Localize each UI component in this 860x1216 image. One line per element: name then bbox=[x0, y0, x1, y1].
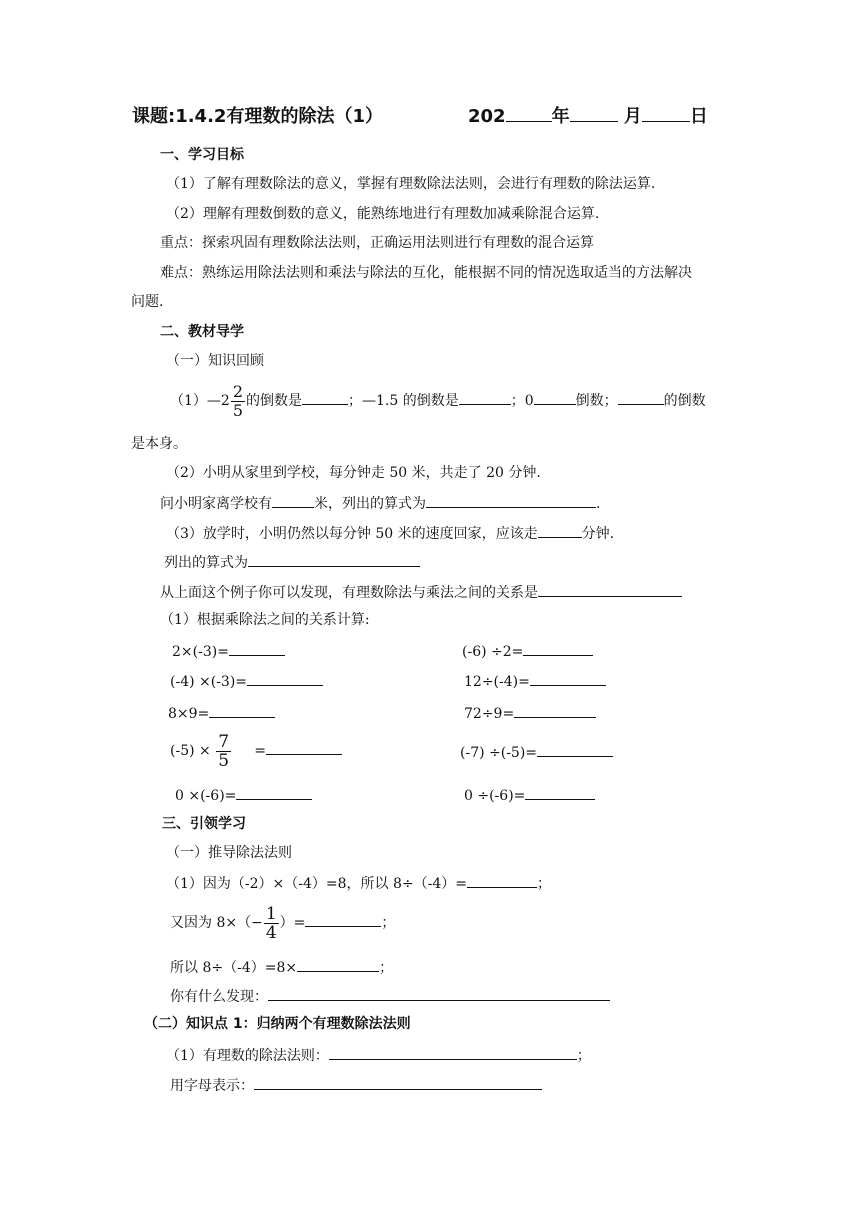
calc-left-3 bbox=[168, 702, 275, 724]
calc-expr: (-6) ÷2= bbox=[462, 644, 524, 660]
subheading-knowledge-point: （二）知识点 1：归纳两个有理数除法法则 bbox=[144, 1016, 411, 1032]
calc-right-4 bbox=[460, 741, 613, 763]
calc-blank[interactable] bbox=[229, 640, 285, 656]
question-1 bbox=[170, 380, 706, 422]
derive-4 bbox=[170, 985, 610, 1007]
minus-sign: − bbox=[251, 915, 263, 931]
relation-blank[interactable] bbox=[538, 581, 682, 597]
calc-blank[interactable] bbox=[537, 741, 613, 757]
calc-right-5 bbox=[464, 784, 595, 806]
section-heading-guided: 三、引领学习 bbox=[162, 816, 246, 832]
fraction-one-quarter bbox=[264, 905, 279, 942]
q1-text-a: 的倒数是 bbox=[246, 393, 303, 409]
derive-2-text-a: 又因为 8×（ bbox=[170, 915, 252, 931]
difficulty-line-1: 难点：熟练运用除法法则和乘法与除法的互化，能根据不同的情况选取适当的方法解决 bbox=[160, 265, 692, 281]
calc-right-2 bbox=[464, 670, 606, 692]
derive-1 bbox=[166, 872, 551, 894]
derive-2-blank[interactable] bbox=[305, 911, 381, 927]
q1-blank-3[interactable] bbox=[534, 389, 576, 405]
year-label: 年 bbox=[551, 106, 570, 127]
section-heading-goals: 一、学习目标 bbox=[160, 147, 244, 163]
relation-question bbox=[160, 581, 682, 603]
q2-text-a: 问小明家离学校有 bbox=[160, 496, 272, 512]
derive-3 bbox=[170, 956, 393, 978]
fraction-denominator: 5 bbox=[232, 400, 244, 420]
question-3-line-1 bbox=[166, 522, 614, 544]
q1-text-b: ；—1.5 的倒数是 bbox=[348, 393, 459, 409]
derive-4-text: 你有什么发现： bbox=[170, 989, 268, 1005]
day-label: 日 bbox=[689, 106, 708, 127]
division-rule-end: ； bbox=[576, 1048, 591, 1064]
subheading-review: （一）知识回顾 bbox=[166, 353, 264, 369]
mixed-number-whole: （1）—2 bbox=[170, 393, 230, 409]
question-2-line-1: （2）小明从家里到学校，每分钟走 50 米，共走了 20 分钟. bbox=[166, 465, 541, 481]
calc-expr: 72÷9= bbox=[464, 706, 515, 722]
derive-3-end: ； bbox=[379, 960, 394, 976]
calc-expr: 0 ×(-6)= bbox=[175, 788, 237, 804]
calc-expr: (-5) × bbox=[170, 743, 211, 759]
calc-blank[interactable] bbox=[209, 702, 275, 718]
calc-heading: （1）根据乘除法之间的关系计算: bbox=[160, 612, 370, 628]
calc-expr: 12÷(-4)= bbox=[464, 674, 530, 690]
calc-expr: 2×(-3)= bbox=[172, 644, 229, 660]
fraction-seven-fifths bbox=[216, 733, 231, 770]
goal-1: （1）了解有理数除法的意义，掌握有理数除法法则，会进行有理数的除法运算. bbox=[166, 176, 656, 192]
calc-blank[interactable] bbox=[514, 702, 596, 718]
derive-1-end: ； bbox=[537, 876, 552, 892]
q1-blank-2[interactable] bbox=[459, 389, 511, 405]
q3-blank-formula[interactable] bbox=[248, 551, 420, 567]
calc-left-4 bbox=[170, 730, 342, 772]
q2-blank-formula[interactable] bbox=[426, 492, 596, 508]
calc-left-1 bbox=[172, 640, 285, 662]
calc-left-5 bbox=[175, 784, 312, 806]
fraction-two-fifths bbox=[231, 383, 245, 420]
letters-line bbox=[170, 1074, 542, 1096]
section-heading-textbook: 二、教材导学 bbox=[160, 324, 244, 340]
derive-1-text: （1）因为（-2）×（-4）=8，所以 8÷（-4）= bbox=[166, 876, 468, 892]
fraction-numerator: 1 bbox=[265, 903, 277, 924]
calc-blank[interactable] bbox=[530, 670, 606, 686]
q2-text-b: 米，列出的算式为 bbox=[314, 496, 426, 512]
fraction-numerator: 2 bbox=[232, 381, 244, 401]
question-1-line-2: 是本身。 bbox=[131, 436, 187, 452]
q3-text-a: （3）放学时，小明仍然以每分钟 50 米的速度回家，应该走 bbox=[166, 526, 538, 542]
question-3-line-2 bbox=[164, 551, 420, 573]
key-point: 重点：探索巩固有理数除法法则，正确运用法则进行有理数的混合运算 bbox=[160, 235, 594, 251]
division-rule-text: （1）有理数的除法法则： bbox=[166, 1048, 329, 1064]
calc-blank[interactable] bbox=[266, 739, 342, 755]
derive-3-text: 所以 8÷（-4）=8× bbox=[170, 960, 298, 976]
calc-blank[interactable] bbox=[247, 670, 323, 686]
page-title bbox=[132, 105, 383, 129]
letters-blank[interactable] bbox=[254, 1074, 542, 1090]
year-blank[interactable] bbox=[506, 106, 552, 122]
q3-formula-label: 列出的算式为 bbox=[164, 555, 248, 571]
division-rule-blank[interactable] bbox=[329, 1044, 577, 1060]
fraction-denominator: 4 bbox=[265, 922, 277, 943]
q1-blank-4[interactable] bbox=[618, 389, 664, 405]
calc-expr: (-7) ÷(-5)= bbox=[460, 745, 538, 761]
derive-2-end: ； bbox=[381, 915, 396, 931]
q2-text-c: . bbox=[596, 496, 601, 512]
fraction-numerator: 7 bbox=[218, 731, 230, 752]
subheading-derive: （一）推导除法法则 bbox=[166, 845, 292, 861]
letters-text: 用字母表示： bbox=[170, 1078, 254, 1094]
calc-expr: 0 ÷(-6)= bbox=[464, 788, 526, 804]
q3-text-b: 分钟. bbox=[581, 526, 615, 542]
calc-blank[interactable] bbox=[236, 784, 312, 800]
calc-expr: 8×9= bbox=[168, 706, 210, 722]
day-blank[interactable] bbox=[642, 106, 690, 122]
title-text: 课题:1.4.2有理数的除法（1） bbox=[132, 106, 383, 127]
calc-right-3 bbox=[464, 702, 596, 724]
relation-text: 从上面这个例子你可以发现，有理数除法与乘法之间的关系是 bbox=[160, 585, 538, 601]
q2-blank-distance[interactable] bbox=[272, 492, 314, 508]
q1-blank-1[interactable] bbox=[302, 389, 348, 405]
q1-text-c: ；0 bbox=[510, 393, 534, 409]
q1-text-e: 的倒数 bbox=[663, 393, 706, 409]
month-blank[interactable] bbox=[570, 106, 618, 122]
division-rule bbox=[166, 1044, 591, 1066]
date-line bbox=[468, 105, 708, 129]
q1-text-d: 倒数； bbox=[575, 393, 618, 409]
calc-expr: (-4) ×(-3)= bbox=[170, 674, 248, 690]
calc-blank[interactable] bbox=[525, 784, 595, 800]
q3-blank-minutes[interactable] bbox=[538, 522, 582, 538]
calc-equals: = bbox=[254, 743, 267, 759]
derive-2 bbox=[170, 902, 395, 944]
month-label: 月 bbox=[623, 106, 642, 127]
year-prefix: 202 bbox=[468, 106, 506, 127]
calc-left-2 bbox=[170, 670, 323, 692]
derive-2-text-b: ）= bbox=[279, 915, 306, 931]
fraction-denominator: 5 bbox=[218, 750, 230, 771]
difficulty-line-2: 问题. bbox=[131, 294, 164, 310]
discovery-blank[interactable] bbox=[268, 985, 610, 1001]
calc-blank[interactable] bbox=[523, 640, 593, 656]
question-2-line-2 bbox=[160, 492, 600, 514]
derive-1-blank[interactable] bbox=[467, 872, 537, 888]
derive-3-blank[interactable] bbox=[297, 956, 379, 972]
calc-right-1 bbox=[462, 640, 593, 662]
goal-2: （2）理解有理数倒数的意义，能熟练地进行有理数加减乘除混合运算. bbox=[166, 206, 600, 222]
